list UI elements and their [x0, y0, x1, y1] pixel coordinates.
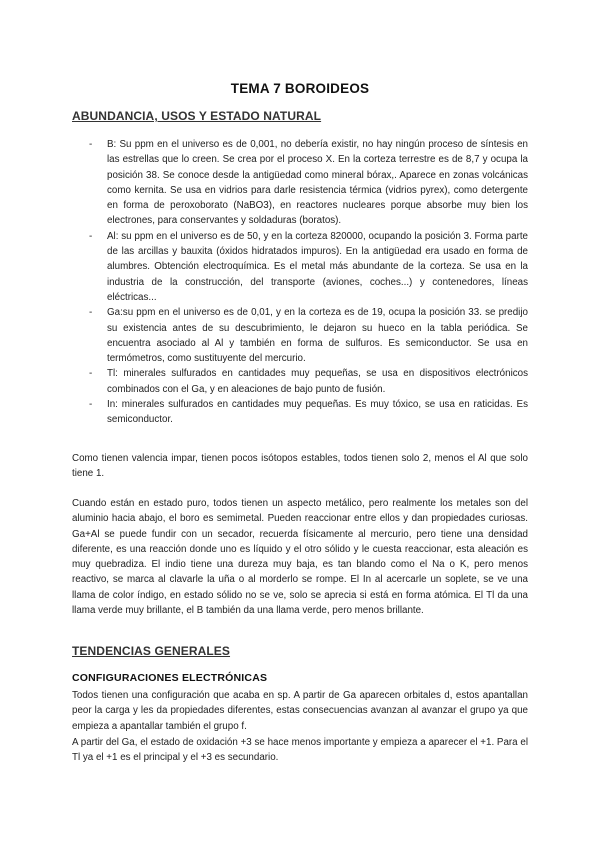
- paragraph-configuracion: Todos tienen una configuración que acaba en sp. A partir de Ga aparecen orbitales d, estos apantallan peor la carga y les da propiedades diferentes, estas consecuencias avanzan al avanzar el grupo ya que empieza a apantallar también el grupo f.: [72, 690, 528, 732]
- paragraph-valencia: Como tienen valencia impar, tienen pocos isótopos estables, todos tienen solo 2, menos el Al que solo tiene 1.: [72, 453, 528, 480]
- element-bullet-list: [72, 137, 528, 428]
- subheading-configuraciones: CONFIGURACIONES ELECTRÓNICAS: [72, 672, 268, 684]
- paragraph-estado-puro: Cuando están en estado puro, todos tienen un aspecto metálico, pero realmente los metales son del aluminio hacia abajo, el boro es semimetal. Pueden reaccionar entre ellos y dan propiedades curiosas. Ga+Al se puede fundir con un secador, recuerda físicamente al mercurio, pero tiene una densidad diferente, es una reacción donde uno es líquido y el otro sólido y le cuesta reaccionar, esta aleación es muy quebradiza. El indio tiene una dureza muy baja, es tan blando como el Na o K, pero menos reactivo, se marca al clavarle la uña o al morderlo se rompe. El In al acercarle un soplete, se ve una llama de color índigo, en estado sólido no se ve, solo se aprecia si está en forma atómica. El Tl da una llama verde muy brillante, el B también da una llama verde, pero menos brillante.: [72, 498, 528, 617]
- bullet-text: Al: su ppm en el universo es de 50, y en la corteza 820000, ocupando la posición 3. Forma parte de las arcillas y bauxita (óxidos hidratados impuros). En la antigüedad era usado en forma de alumbres. Obtención electroquímica. Es el metal más abundante de la corteza. Se usa en la industria de la construcción, del transporte (aviones, coches...) y contenedores, líneas eléctricas...: [107, 230, 528, 303]
- paragraph-oxidacion: A partir del Ga, el estado de oxidación +3 se hace menos importante y empieza a aparecer el +1. Para el Tl ya el +1 es el principal y el +3 es secundario.: [72, 737, 528, 764]
- bullet-item-thallium: [72, 366, 528, 397]
- bullet-text: In: minerales sulfurados en cantidades muy pequeñas. Es muy tóxico, se usa en raticidas. Es semiconductor.: [107, 399, 528, 426]
- section-heading-tendencias: TENDENCIAS GENERALES: [72, 644, 231, 658]
- bullet-item-aluminium: [72, 229, 528, 305]
- bullet-text: B: Su ppm en el universo es de 0,001, no debería existir, no hay ningún proceso de síntesis en las estrellas que lo creen. Se crea por el proceso X. En la corteza terrestre es de 8,7 y ocupa la posición 38. Se conoce desde la antigüedad como mineral bórax,. Aparece en zonas volcánicas como kernita. Se usa en vidrios para darle resistencia térmica (vidrios pyrex), como detergente en forma de peroxoborato (NaBO3), en reactores nucleares porque absorbe muy bien los electrones, para conservantes y soldaduras (boratos).: [107, 139, 528, 227]
- bullet-text: Ga:su ppm en el universo es de 0,01, y en la corteza es de 19, ocupa la posición 33. se predijo su existencia antes de su descubrimiento, le dejaron su hueco en la tabla periódica. Se encuentra asociado al Al y también en forma de sulfuros. Es semiconductor. Se usa en termómetros, como sustituyente del mercurio.: [107, 307, 528, 365]
- bullet-dash: -: [89, 399, 93, 411]
- document-title: TEMA 7 BOROIDEOS: [230, 81, 370, 97]
- bullet-text: Tl: minerales sulfurados en cantidades muy pequeñas, se usa en dispositivos electrónicos combinados con el Ga, y en aleaciones de bajo punto de fusión.: [107, 368, 528, 395]
- bullet-item-gallium: [72, 305, 528, 366]
- bullet-dash: -: [89, 230, 93, 242]
- bullet-item-indium: [72, 397, 528, 428]
- bullet-dash: -: [89, 139, 93, 150]
- section-heading-abundancia: ABUNDANCIA, USOS Y ESTADO NATURAL: [72, 109, 322, 123]
- bullet-dash: -: [89, 307, 93, 319]
- bullet-dash: -: [89, 368, 93, 380]
- bullet-item-boron: [72, 137, 528, 229]
